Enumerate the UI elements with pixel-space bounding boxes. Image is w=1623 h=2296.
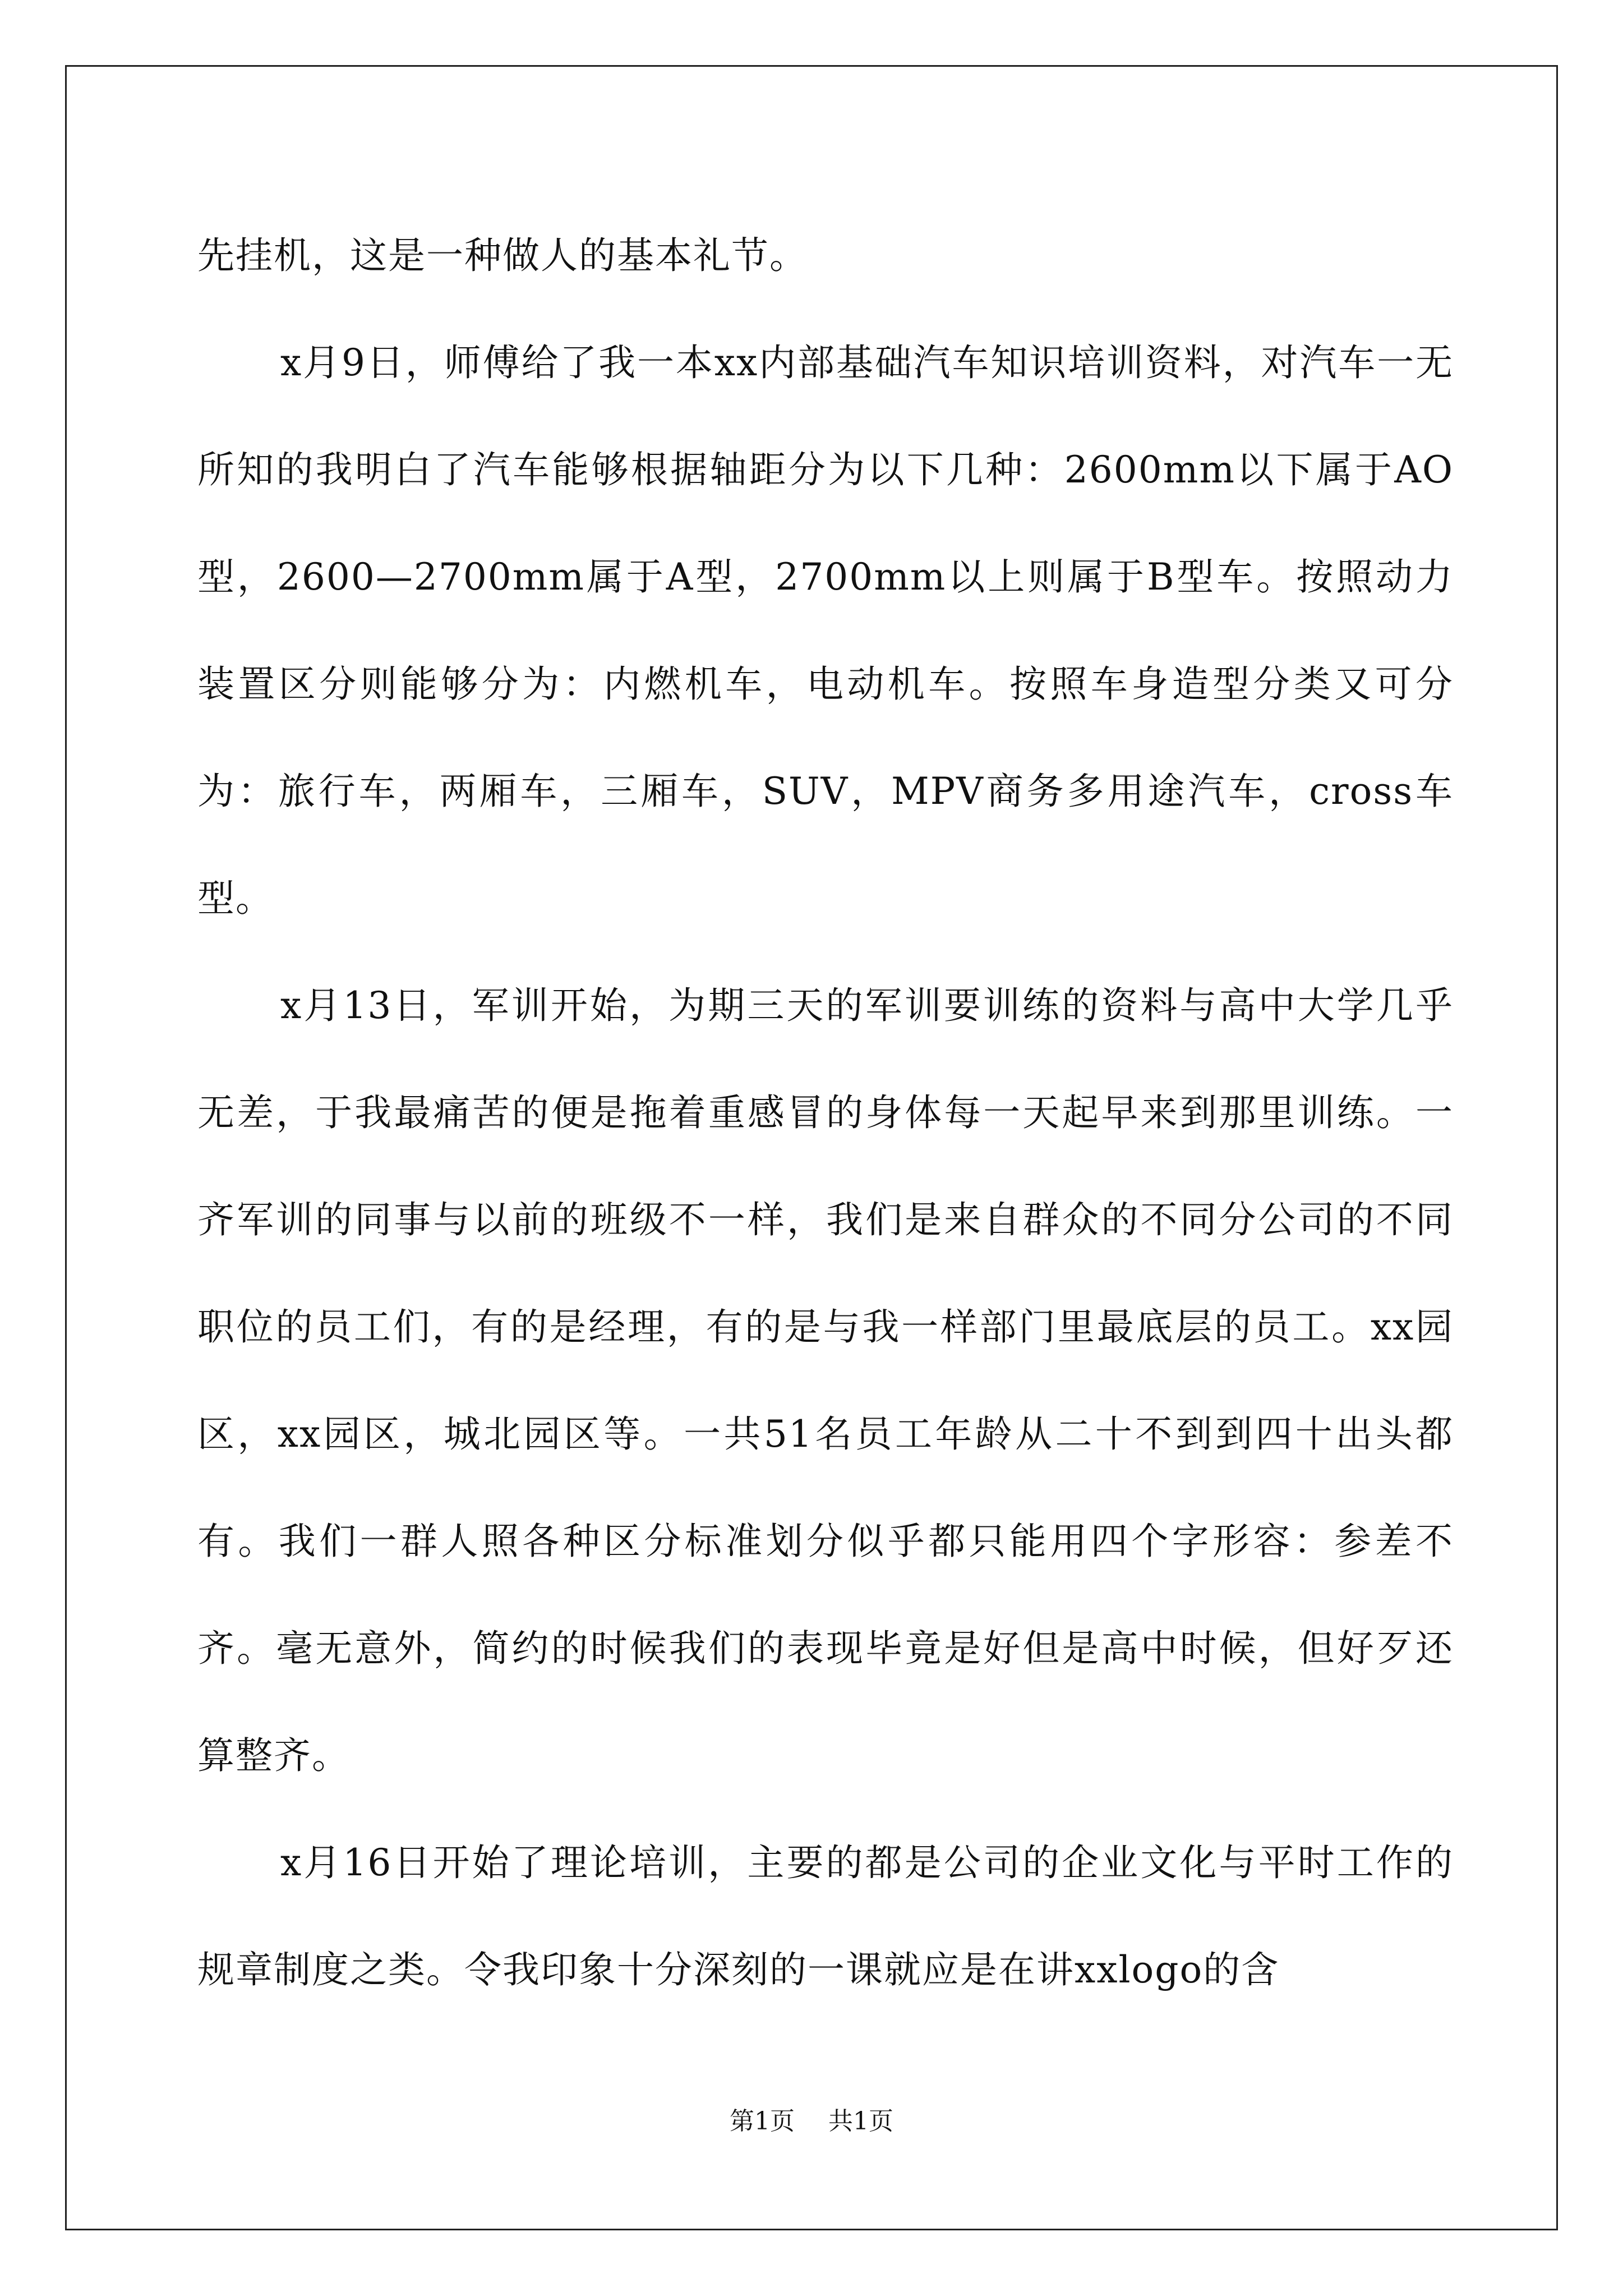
document-body bbox=[197, 202, 1454, 2023]
paragraph-1: 先挂机，这是一种做人的基本礼节。 bbox=[197, 234, 808, 277]
page-number: 第1页 bbox=[730, 2107, 795, 2136]
paragraph-4: x月16日开始了理论培训，主要的都是公司的企业文化与平时工作的规章制度之类。令我印象十分深刻的一课就应是在讲xxlogo的含 bbox=[197, 1841, 1454, 1991]
paragraph-2: x月9日，师傅给了我一本xx内部基础汽车知识培训资料，对汽车一无所知的我明白了汽车能够根据轴距分为以下几种：2600mm以下属于AO型，2600—2700mm属于A型，2700mm以上则属于B型车。按照动力装置区分则能够分为：内燃机车，电动机车。按照车身造型分类又可分为：旅行车，两厢车，三厢车，SUV，MPV商务多用途汽车，cross车型。 bbox=[197, 341, 1454, 920]
page-total: 共1页 bbox=[828, 2107, 893, 2136]
paragraph-3: x月13日，军训开始，为期三天的军训要训练的资料与高中大学几乎无差，于我最痛苦的便是拖着重感冒的身体每一天起早来到那里训练。一齐军训的同事与以前的班级不一样，我们是来自群众的不同分公司的不同职位的员工们，有的是经理，有的是与我一样部门里最底层的员工。xx园区，xx园区，城北园区等。一共51名员工年龄从二十不到到四十出头都有。我们一群人照各种区分标准划分似乎都只能用四个字形容：参差不齐。毫无意外，简约的时候我们的表现毕竟是好但是高中时候，但好歹还算整齐。 bbox=[197, 984, 1454, 1777]
page-footer bbox=[0, 2101, 1623, 2137]
